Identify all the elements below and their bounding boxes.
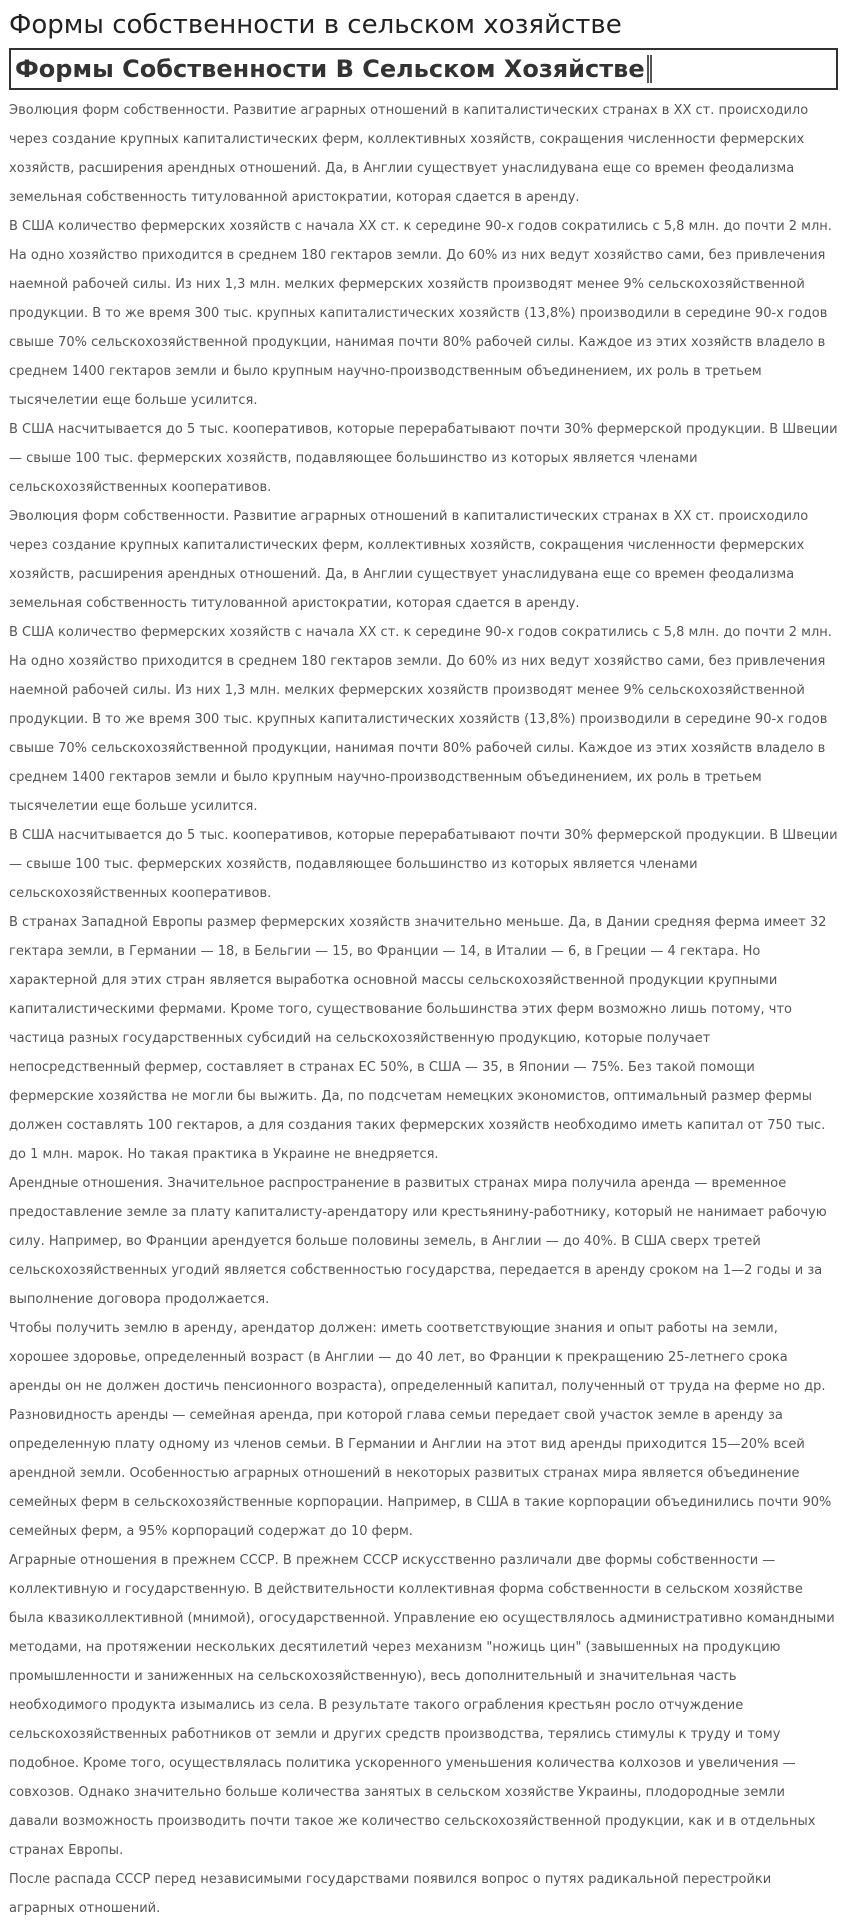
heading-box xyxy=(9,48,838,90)
paragraph: Эволюция форм собственности. Развитие аграрных отношений в капиталистических странах в XX ст. происходило через создание крупных капиталистических ферм, коллективных хозяйств, сокращения численности фермерских хозяйств, расширения арендных отношений. Да, в Англии существует унаслидувана еще со времен феодализма земельная собственность титулованной аристократии, которая сдается в аренду. xyxy=(9,103,809,205)
paragraph: В США количество фермерских хозяйств с начала XX ст. к середине 90-х годов сократились с 5,8 млн. до почти 2 млн. На одно хозяйство приходится в среднем 180 гектаров земли. До 60% из них ведут хозяйство сами, без привлечения наемной рабочей силы. Из них 1,3 млн. мелких фермерских хозяйств производят менее 9% сельскохозяйственной продукции. В то же время 300 тыс. крупных капиталистических хозяйств (13,8%) производили в середине 90-х годов свыше 70% сельскохозяйственной продукции, нанимая почти 80% рабочей силы. Каждое из этих хозяйств владело в среднем 1400 гектаров земли и было крупным научно-производственным объединением, их роль в третьем тысячелетии еще больше усилится. xyxy=(9,625,832,814)
paragraph: Арендные отношения. Значительное распространение в развитых странах мира получила аренда — временное предоставление земле за плату капиталисту-арендатору или крестьянину-работнику, который не нанимает рабочую силу. Например, во Франции арендуется больше половины земель, в Англии — до 40%. В США сверх третей сельскохозяйственных угодий является собственностью государства, передается в аренду сроком на 1—2 годы и за выполнение договора продолжается. xyxy=(9,1176,827,1307)
paragraph: В странах Западной Европы размер фермерских хозяйств значительно меньше. Да, в Дании средняя ферма имеет 32 гектара земли, в Германии — 18, в Бельгии — 15, во Франции — 14, в Италии — 6, в Греции — 4 гектара. Но характерной для этих стран является выработка основной массы сельскохозяйственной продукции крупными капиталистическими фермами. Кроме того, существование большинства этих ферм возможно лишь потому, что частица разных государственных субсидий на сельскохозяйственную продукцию, которые получает непосредственный фермер, составляет в странах ЕС 50%, в США — 35, в Японии — 75%. Без такой помощи фермерские хозяйства не могли бы выжить. Да, по подсчетам немецких экономистов, оптимальный размер фермы должен составлять 100 гектаров, а для создания таких фермерских хозяйств необходимо иметь капитал от 750 тыс. до 1 млн. марок. Но такая практика в Украине не внедряется. xyxy=(9,915,827,1162)
article-body xyxy=(9,96,838,1923)
page-title: Формы собственности в сельском хозяйстве xyxy=(9,10,622,40)
paragraph: В США насчитывается до 5 тыс. кооперативов, которые перерабатывают почти 30% фермерской продукции. В Швеции — свыше 100 тыс. фермерских хозяйств, подавляющее большинство из которых является членами сельскохозяйственных кооперативов. xyxy=(9,422,838,495)
paragraph: После распада СССР перед независимыми государствами появился вопрос о путях радикальной перестройки аграрных отношений. xyxy=(9,1872,772,1916)
paragraph: Чтобы получить землю в аренду, арендатор должен: иметь соответствующие знания и опыт работы на земли, хорошее здоровье, определенный возраст (в Англии — до 40 лет, во Франции к прекращению 25-летнего срока аренды он не должен достичь пенсионного возраста), определенный капитал, полученный от труда на ферме но др. Разновидность аренды — семейная аренда, при которой глава семьи передает свой участок земле в аренду за определенную плату одному из членов семьи. В Германии и Англии на этот вид аренды приходится 15—20% всей арендной земли. Особенностью аграрных отношений в некоторых развитых странах мира является объединение семейных ферм в сельскохозяйственные корпорации. Например, в США в такие корпорации объединились почти 90% семейных ферм, а 95% корпораций содержат до 10 ферм. xyxy=(9,1321,832,1539)
paragraph: Аграрные отношения в прежнем СССР. В прежнем СССР искусственно различали две формы собственности — коллективную и государственную. В действительности коллективная форма собственности в сельском хозяйстве была квазиколлективной (мнимой), огосударственной. Управление ею осуществлялось административно командными методами, на протяжении нескольких десятилетий через механизм "ножиць цин" (завышенных на продукцию промышленности и заниженных на сельскохозяйственную), весь дополнительный и значительная часть необходимого продукта изымались из села. В результате такого ограбления крестьян росло отчуждение сельскохозяйственных работников от земли и других средств производства, терялись стимулы к труду и тому подобное. Кроме того, осуществлялась политика ускоренного уменьшения количества колхозов и увеличения — совхозов. Однако значительно больше количества занятых в сельском хозяйстве Украины, плодородные земли давали возможность производить почти такое же количество сельскохозяйственной продукции, как и в отдельных странах Европы. xyxy=(9,1553,835,1858)
article-heading: Формы Собственности В Сельском Хозяйстве xyxy=(15,55,652,83)
paragraph: В США количество фермерских хозяйств с начала XX ст. к середине 90-х годов сократились с 5,8 млн. до почти 2 млн. На одно хозяйство приходится в среднем 180 гектаров земли. До 60% из них ведут хозяйство сами, без привлечения наемной рабочей силы. Из них 1,3 млн. мелких фермерских хозяйств производят менее 9% сельскохозяйственной продукции. В то же время 300 тыс. крупных капиталистических хозяйств (13,8%) производили в середине 90-х годов свыше 70% сельскохозяйственной продукции, нанимая почти 80% рабочей силы. Каждое из этих хозяйств владело в среднем 1400 гектаров земли и было крупным научно-производственным объединением, их роль в третьем тысячелетии еще больше усилится. xyxy=(9,219,832,408)
paragraph: Эволюция форм собственности. Развитие аграрных отношений в капиталистических странах в XX ст. происходило через создание крупных капиталистических ферм, коллективных хозяйств, сокращения численности фермерских хозяйств, расширения арендных отношений. Да, в Англии существует унаслидувана еще со времен феодализма земельная собственность титулованной аристократии, которая сдается в аренду. xyxy=(9,509,809,611)
paragraph: В США насчитывается до 5 тыс. кооперативов, которые перерабатывают почти 30% фермерской продукции. В Швеции — свыше 100 тыс. фермерских хозяйств, подавляющее большинство из которых является членами сельскохозяйственных кооперативов. xyxy=(9,828,838,901)
